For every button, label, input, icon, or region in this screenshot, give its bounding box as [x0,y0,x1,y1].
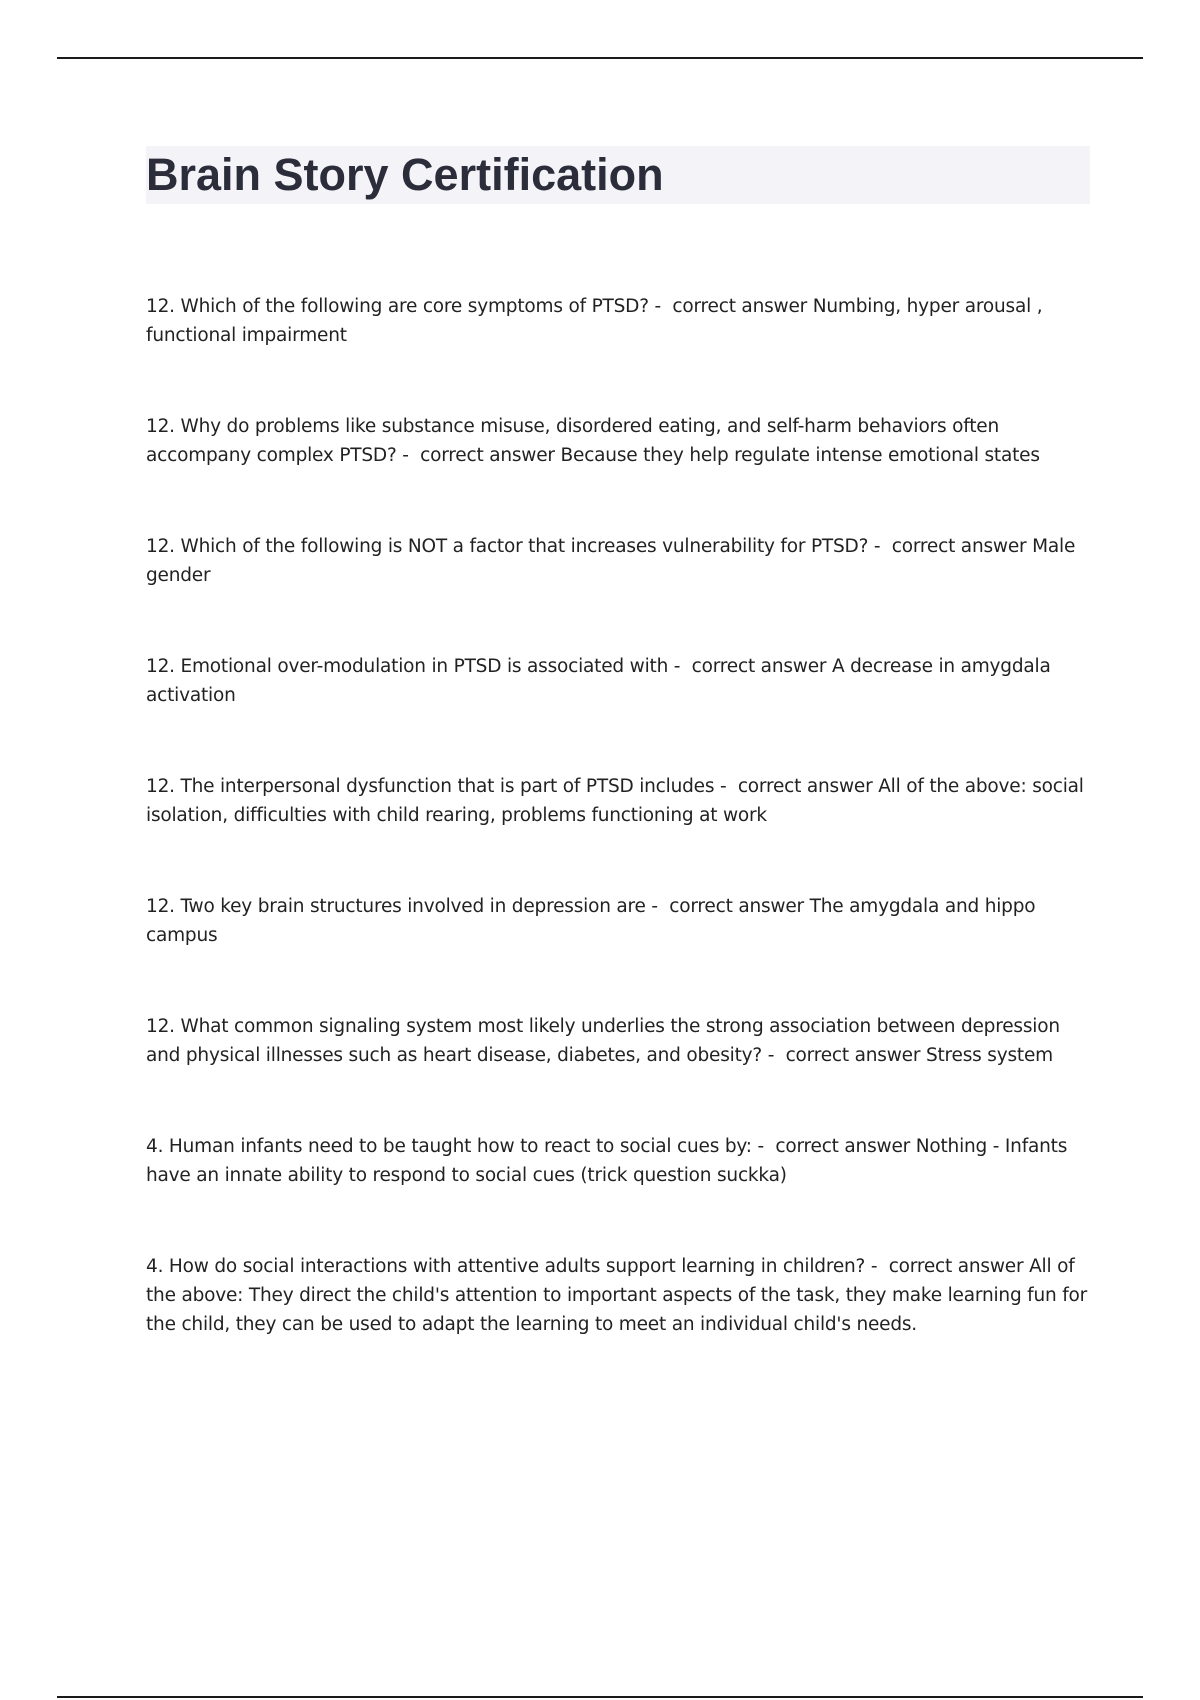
answer-prefix: correct answer [672,296,808,317]
qa-item [146,1012,1090,1070]
qa-separator: - [868,536,892,557]
qa-item [146,1132,1090,1190]
qa-separator: - [762,1045,786,1066]
question-text: 12. Which of the following are core symptoms of PTSD? [146,296,649,317]
answer-prefix: correct answer [888,1256,1024,1277]
document-title: Brain Story Certification [146,149,664,200]
answer-text: All of the above: They direct the child's attention to important aspects of the task, they make learning fun for the child, they can be used to adapt the learning to meet an individual child's needs. [146,1256,1088,1335]
answer-prefix: correct answer [891,536,1027,557]
qa-item [146,412,1090,470]
question-text: 12. Emotional over-modulation in PTSD is associated with [146,656,669,677]
top-rule [57,57,1143,59]
qa-item [146,1252,1090,1339]
answer-text: The amygdala and hippo campus [146,896,1036,946]
question-text: 12. The interpersonal dysfunction that is part of PTSD includes [146,776,715,797]
question-text: 4. Human infants need to be taught how to react to social cues by: [146,1136,752,1157]
qa-separator: - [645,896,670,917]
question-text: 12. Which of the following is NOT a factor that increases vulnerability for PTSD? [146,536,869,557]
answer-prefix: correct answer [420,445,555,466]
question-text: 4. How do social interactions with attentive adults support learning in children? [146,1256,866,1277]
qa-separator: - [396,445,421,466]
answer-prefix: correct answer [691,656,827,677]
qa-separator: - [865,1256,889,1277]
qa-separator: - [751,1136,776,1157]
qa-separator: - [648,296,673,317]
qa-item [146,292,1090,350]
answer-prefix: correct answer [737,776,873,797]
qa-separator: - [668,656,692,677]
qa-list [146,292,1090,1339]
qa-item [146,772,1090,830]
answer-text: Because they help regulate intense emotional states [560,445,1040,466]
qa-item [146,652,1090,710]
qa-item [146,532,1090,590]
answer-text: Nothing - Infants have an innate ability to respond to social cues (trick question suckka) [146,1136,1068,1186]
answer-text: A decrease in amygdala activation [146,656,1051,706]
bottom-rule [57,1696,1143,1698]
answer-prefix: correct answer [669,896,804,917]
answer-text: Numbing, hyper arousal , functional impairment [146,296,1043,346]
answer-prefix: correct answer [785,1045,921,1066]
qa-item [146,892,1090,950]
qa-separator: - [714,776,738,797]
answer-text: Male gender [146,536,1076,586]
answer-text: Stress system [925,1045,1053,1066]
question-text: 12. What common signaling system most likely underlies the strong association between depression and physical illnesses such as heart disease, diabetes, and obesity? [146,1016,1060,1066]
question-text: 12. Two key brain structures involved in depression are [146,896,646,917]
answer-text: All of the above: social isolation, difficulties with child rearing, problems functioning at work [146,776,1084,826]
answer-prefix: correct answer [775,1136,911,1157]
question-text: 12. Why do problems like substance misuse, disordered eating, and self-harm behaviors often accompany complex PTSD? [146,416,999,466]
